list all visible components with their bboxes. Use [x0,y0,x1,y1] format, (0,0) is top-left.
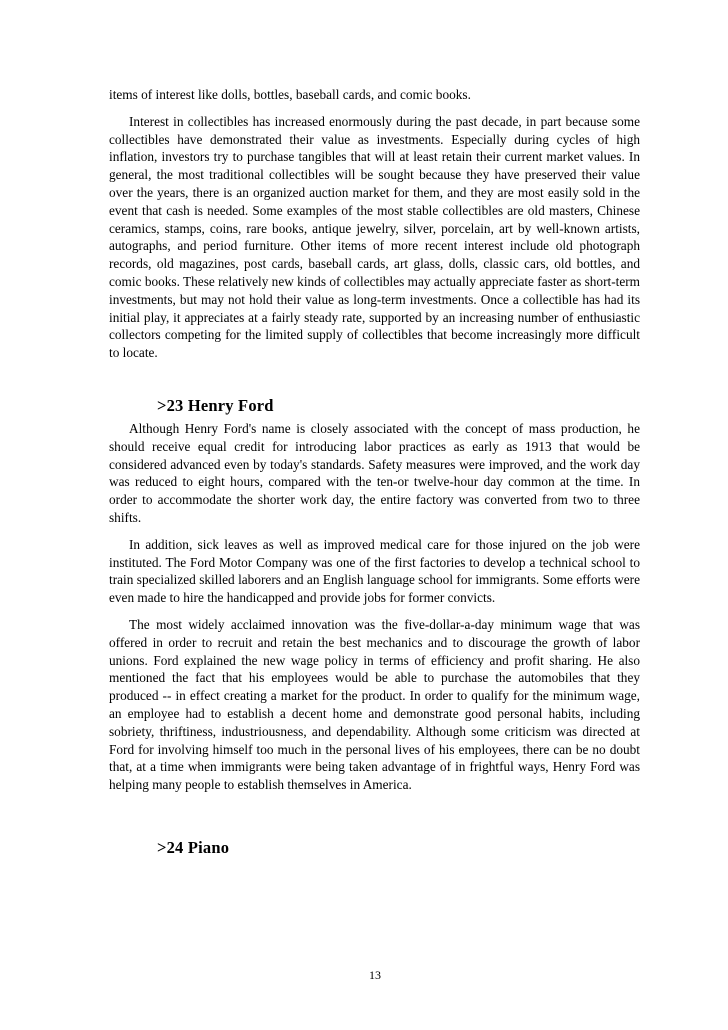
page-number: 13 [369,968,381,982]
henry-ford-paragraph-3: The most widely acclaimed innovation was the five-dollar-a-day minimum wage that was offered in order to recruit and retain the best mechanics and to discourage the growth of labor unions. Ford explained the new wage policy in terms of efficiency and profit sharing. He also mentioned the fact that his employees would be able to purchase the automobiles that they produced -- in effect creating a market for the product. In order to qualify for the minimum wage, an employee had to establish a decent home and demonstrate good personal habits, including sobriety, thriftiness, industriousness, and dependability. Although some criticism was directed at Ford for involving himself too much in the personal lives of his employees, there can be no doubt that, at a time when immigrants were being taken advantage of in frightful ways, Henry Ford was helping many people to establish themselves in America. [109,616,640,793]
henry-ford-paragraph-1: Although Henry Ford's name is closely associated with the concept of mass production, he should receive equal credit for introducing labor practices as early as 1913 that would be considered advanced even by today's standards. Safety measures were improved, and the work day was reduced to eight hours, compared with the ten-or twelve-hour day common at the time. In order to accommodate the shorter work day, the entire factory was converted from two to three shifts. [109,420,640,525]
opening-line: items of interest like dolls, bottles, baseball cards, and comic books. [109,87,471,102]
section-heading-piano: >24 Piano [157,837,230,857]
henry-ford-paragraph-2: In addition, sick leaves as well as improved medical care for those injured on the job were instituted. The Ford Motor Company was one of the first factories to develop a technical school to train specialized skilled laborers and an English language school for immigrants. Some efforts were even made to hire the handicapped and provide jobs for former convicts. [109,536,640,606]
section-heading-henry-ford: >23 Henry Ford [157,395,274,415]
document-page [109,86,640,858]
collectibles-paragraph: Interest in collectibles has increased enormously during the past decade, in part because some collectibles have demonstrated their value as investments. Especially during cycles of high inflation, investors try to purchase tangibles that will at least retain their current market values. In general, the most traditional collectibles will be sought because they have preserved their value over the years, there is an organized auction market for them, and they are most easily sold in the event that cash is needed. Some examples of the most stable collectibles are old masters, Chinese ceramics, stamps, coins, rare books, antique jewelry, silver, porcelain, art by well-known artists, autographs, and period furniture. Other items of more recent interest include old photograph records, old magazines, post cards, baseball cards, art glass, dolls, classic cars, old bottles, and comic books. These relatively new kinds of collectibles may actually appreciate faster as short-term investments, but may not hold their value as long-term investments. Once a collectible has had its initial play, it appreciates at a fairly steady rate, supported by an increasing number of enthusiastic collectors competing for the limited supply of collectibles that become increasingly more difficult to locate. [109,113,640,361]
